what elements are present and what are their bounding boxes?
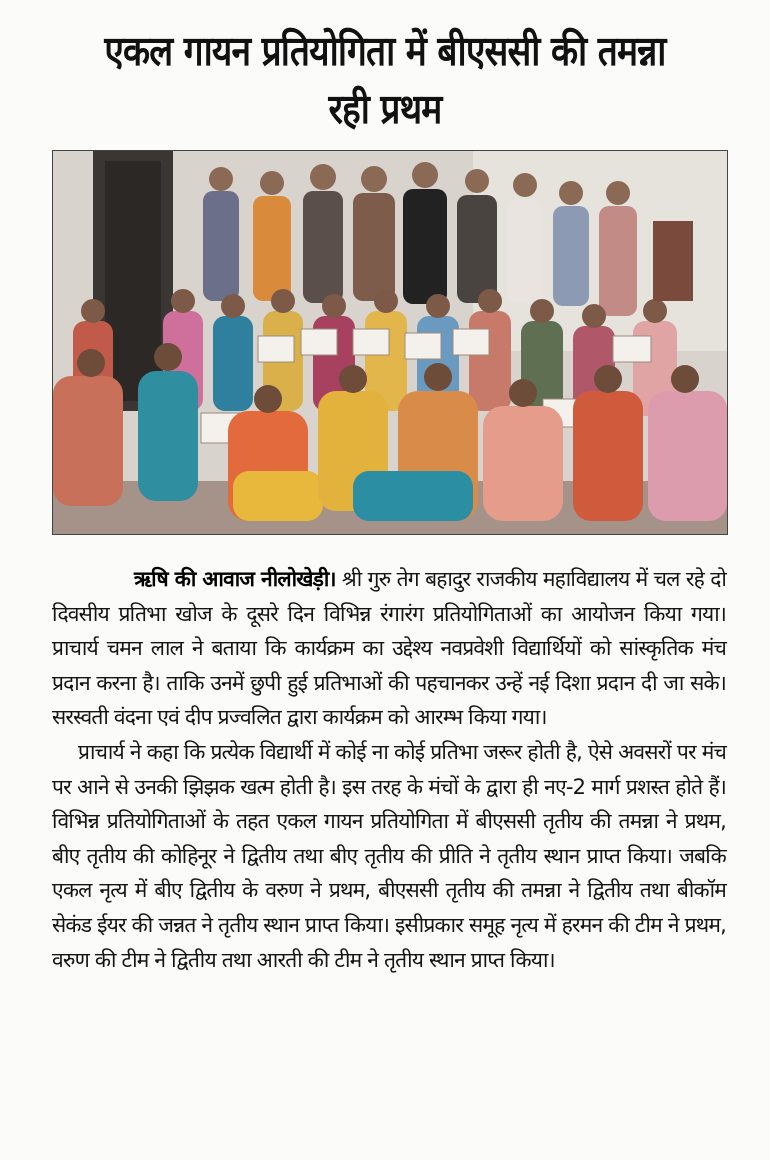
headline-line-1: एकल गायन प्रतियोगिता में बीएससी की तमन्ना [104, 27, 666, 75]
paragraph-1-text: श्री गुरु तेग बहादुर राजकीय महाविद्यालय में चल रहे दो दिवसीय प्रतिभा खोज के दूसरे दिन विभिन्न रंगारंग प्रतियोगिताओं का आयोजन किया गया। प्राचार्य चमन लाल ने बताया कि कार्यक्रम का उद्देश्य नवप्रवेशी विद्यार्थियों को सांस्कृतिक मंच प्रदान करना है। ताकि उनमें छुपी हुई प्रतिभाओं की पहचानकर उन्हें नई दिशा प्रदान दी जा सके। सरस्वती वंदना एवं दीप प्रज्वलित द्वारा कार्यक्रम को आरम्भ किया गया। [52, 567, 726, 730]
headline [71, 22, 699, 138]
headline-line-2: रही प्रथम [328, 85, 442, 133]
article-paragraph-2: प्राचार्य ने कहा कि प्रत्येक विद्यार्थी में कोई ना कोई प्रतिभा जरूर होती है, ऐसे अवसरों पर मंच पर आने से उनकी झिझक खत्म होती है। इस तरह के मंचों के द्वारा ही नए-2 मार्ग प्रशस्त होते हैं। विभिन्न प्रतियोगिताओं के तहत एकल गायन प्रतियोगिता में बीएससी तृतीय की तमन्ना ने प्रथम, बीए तृतीय की कोहिनूर ने द्वितीय तथा बीए तृतीय की प्रीति ने तृतीय स्थान प्राप्त किया। जबकि एकल नृत्य में बीए द्वितीय के वरुण ने प्रथम, बीएससी तृतीय की तमन्ना ने द्वितीय तथा बीकॉम सेकंड ईयर की जन्नत ने तृतीय स्थान प्राप्त किया। इसीप्रकार समूह नृत्य में हरमन की टीम ने प्रथम, वरुण की टीम ने द्वितीय तथा आरती की टीम ने तृतीय स्थान प्राप्त किया। [52, 739, 726, 972]
group-photo [52, 150, 728, 535]
dateline: ऋषि की आवाज नीलोखेड़ी। [134, 567, 336, 591]
group-photo-illustration [53, 151, 727, 534]
article-body [52, 562, 726, 977]
article-paragraph-1 [52, 562, 726, 735]
